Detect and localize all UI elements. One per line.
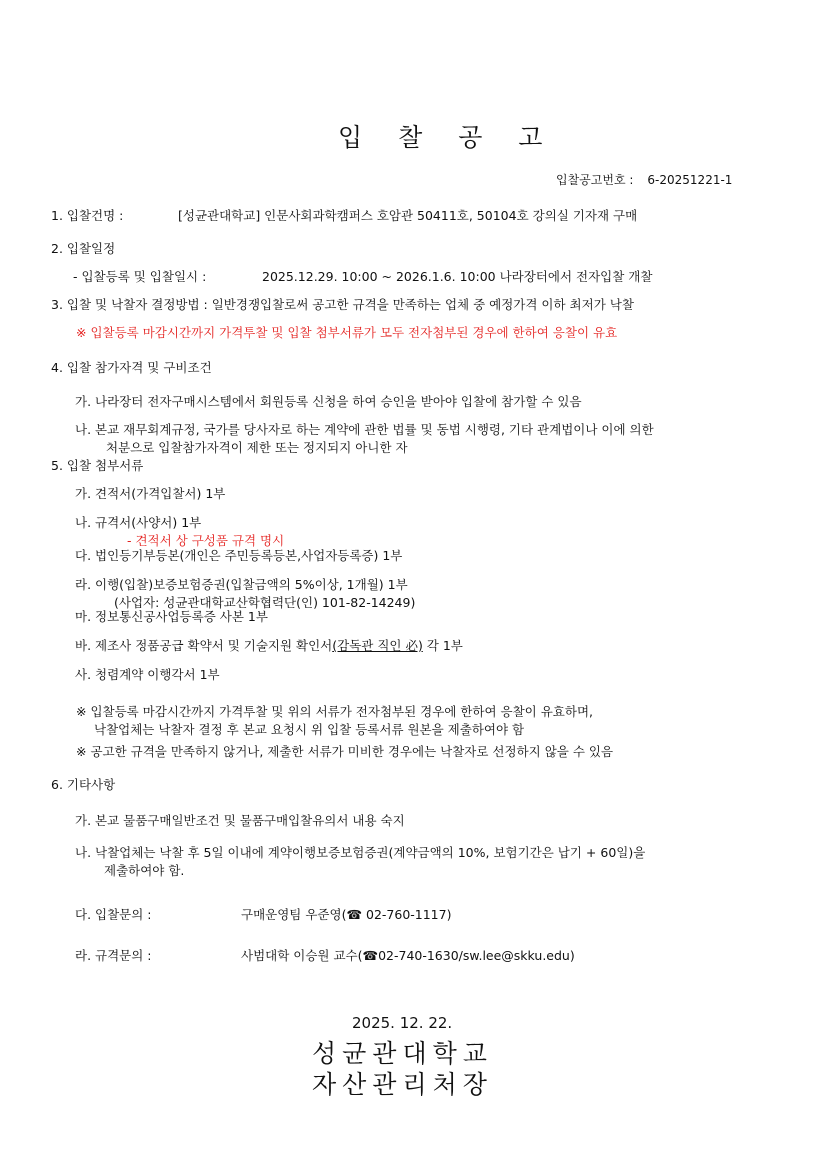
page-title: 입 찰 공 고 — [338, 123, 557, 152]
doc-item-c: 다. 법인등기부등본(개인은 주민등록등본,사업자등록증) 1부 — [75, 548, 403, 563]
etc-item-b: 나. 낙찰업체는 낙찰 후 5일 이내에 계약이행보증보험증권(계약금액의 10%, 보험기간은 납기 + 60일)을 — [75, 845, 646, 860]
organization-name: 성균관대학교 — [312, 1039, 493, 1068]
schedule-value: 2025.12.29. 10:00 ~ 2026.1.6. 10:00 나라장터에서 전자입찰 개찰 — [262, 269, 653, 284]
issue-date: 2025. 12. 22. — [352, 1014, 453, 1032]
bid-inquiry-contact: 구매운영팀 우준영(☎ 02-760-1117) — [241, 907, 452, 922]
doc-item-f-text: 바. 제조사 정품공급 확약서 및 기술지원 확인서 — [75, 638, 333, 653]
section-4-label: 4. 입찰 참가자격 및 구비조건 — [51, 360, 212, 375]
section-3-text: 3. 입찰 및 낙찰자 결정방법 : 일반경쟁입찰로써 공고한 규격을 만족하는 업체 중 예정가격 이하 최저가 낙찰 — [51, 297, 634, 312]
section-5-note-2: ※ 공고한 규격을 만족하지 않거나, 제출한 서류가 미비한 경우에는 낙찰자로 선정하지 않을 수 있음 — [76, 744, 614, 759]
section-4-item-b: 나. 본교 재무회계규정, 국가를 당사자로 하는 계약에 관한 법률 및 동법 시행령, 기타 관계법이나 이에 의한 — [75, 422, 654, 437]
notice-number-value: 6-20251221-1 — [647, 173, 733, 187]
notice-number — [556, 174, 732, 186]
organization-department: 자산관리처장 — [312, 1070, 493, 1099]
doc-item-d-sub: (사업자: 성균관대학교산학협력단(인) 101-82-14249) — [114, 595, 416, 610]
etc-item-b-cont: 제출하여야 함. — [104, 863, 185, 878]
schedule-label: - 입찰등록 및 입찰일시 : — [73, 269, 207, 284]
section-3-note: ※ 입찰등록 마감시간까지 가격투찰 및 입찰 첨부서류가 모두 전자첨부된 경우에 한하여 응찰이 유효 — [76, 325, 618, 340]
etc-item-a: 가. 본교 물품구매일반조건 및 물품구매입찰유의서 내용 숙지 — [75, 813, 405, 828]
section-5-label: 5. 입찰 첨부서류 — [51, 458, 144, 473]
notice-number-label: 입찰공고번호 : — [556, 173, 634, 187]
doc-item-d: 라. 이행(입찰)보증보험증권(입찰금액의 5%이상, 1개월) 1부 — [75, 577, 408, 592]
doc-item-a: 가. 견적서(가격입찰서) 1부 — [75, 486, 226, 501]
doc-item-e: 마. 정보통신공사업등록증 사본 1부 — [75, 609, 268, 624]
section-4-item-b-cont: 처분으로 입찰참가자격이 제한 또는 정지되지 아니한 자 — [106, 440, 408, 455]
doc-item-f-tail: 각 1부 — [422, 638, 463, 653]
section-5-note-1: ※ 입찰등록 마감시간까지 가격투찰 및 위의 서류가 전자첨부된 경우에 한하여 응찰이 유효하며, — [76, 704, 594, 719]
doc-item-b: 나. 규격서(사양서) 1부 — [75, 515, 202, 530]
doc-item-f — [75, 640, 463, 653]
spec-inquiry-contact: 사범대학 이승원 교수(☎02-740-1630/sw.lee@skku.edu) — [241, 948, 575, 963]
section-2-label: 2. 입찰일정 — [51, 241, 116, 256]
spec-inquiry-label: 라. 규격문의 : — [75, 948, 152, 963]
section-1-label: 1. 입찰건명 : — [51, 208, 124, 223]
doc-item-f-underlined: (감독관 직인 必) — [332, 638, 423, 653]
section-6-label: 6. 기타사항 — [51, 777, 116, 792]
doc-item-b-note: - 견적서 상 구성품 규격 명시 — [127, 533, 285, 548]
section-4-item-a: 가. 나라장터 전자구매시스템에서 회원등록 신청을 하여 승인을 받아야 입찰에 참가할 수 있음 — [75, 394, 582, 409]
doc-item-g: 사. 청렴계약 이행각서 1부 — [75, 667, 220, 682]
section-1-value: [성균관대학교] 인문사회과학캠퍼스 호암관 50411호, 50104호 강의실 기자재 구매 — [178, 208, 638, 223]
section-5-note-1-cont: 낙찰업체는 낙찰자 결정 후 본교 요청시 위 입찰 등록서류 원본을 제출하여야 함 — [94, 722, 525, 737]
bid-inquiry-label: 다. 입찰문의 : — [75, 907, 152, 922]
